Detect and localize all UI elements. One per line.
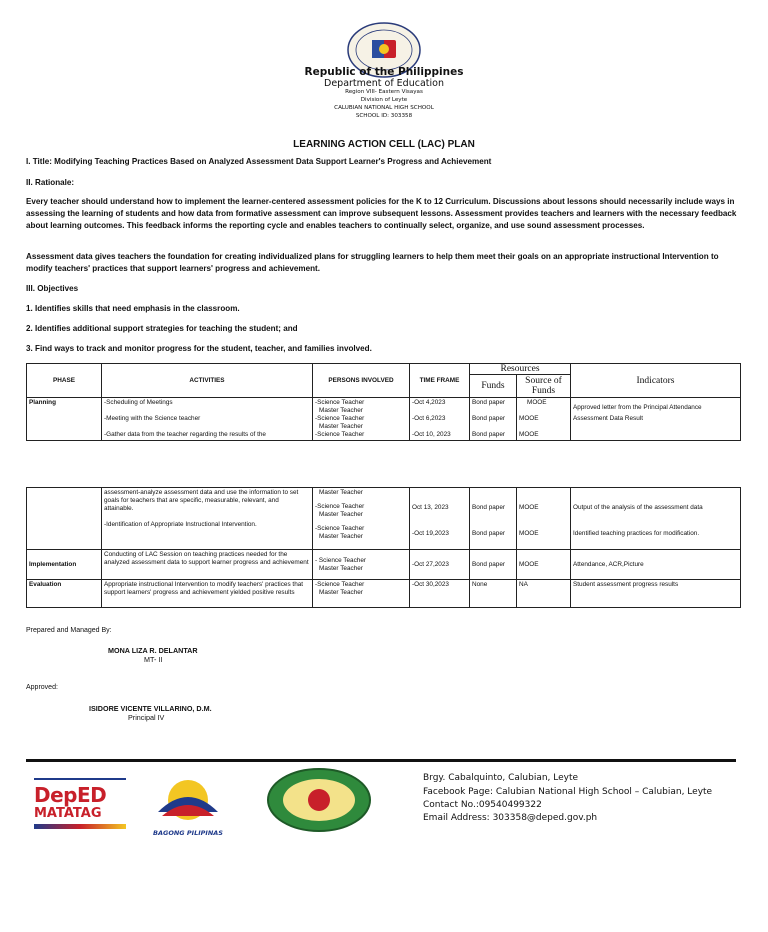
- objective-3: 3. Find ways to track and monitor progress for the student, teacher, and families involved.: [26, 344, 372, 353]
- funds-cell: Bond paper: [470, 550, 517, 580]
- indicator-item: Identified teaching practices for modification.: [573, 530, 700, 537]
- objective-2: 2. Identifies additional support strategies for teaching the student; and: [26, 324, 298, 333]
- school-line: CALUBIAN NATIONAL HIGH SCHOOL: [334, 105, 434, 111]
- source-cell: [517, 398, 571, 441]
- person-item: -Science Teacher: [315, 415, 365, 422]
- person-item: -Science Teacher: [315, 581, 365, 588]
- bagong-pilipinas-emblem: [142, 776, 234, 824]
- objectives-heading: III. Objectives: [26, 284, 79, 293]
- person-item: Master Teacher: [319, 533, 363, 540]
- division-line: Division of Leyte: [360, 97, 408, 103]
- source-cell: MOOE: [517, 550, 571, 580]
- header-funds: Funds: [470, 375, 517, 398]
- document-title: LEARNING ACTION CELL (LAC) PLAN: [293, 139, 475, 150]
- person-item: Master Teacher: [319, 423, 363, 430]
- time-item: -Oct 6,2023: [412, 415, 446, 422]
- time-cell: [410, 398, 470, 441]
- indicators-cell: Student assessment progress results: [571, 580, 741, 608]
- funds-cell: [470, 398, 517, 441]
- source-item: MOOE: [519, 530, 539, 537]
- preparer-title: MT- II: [144, 655, 163, 664]
- source-item: MOOE: [527, 399, 547, 406]
- funds-cell: [470, 488, 517, 550]
- plan-table-page2: [26, 487, 741, 608]
- activity-item: assessment-analyze assessment data and use the information to set goals for teachers that are specific, measurable, relevant, and attainable.: [104, 489, 299, 512]
- source-item: MOOE: [519, 504, 539, 511]
- person-item: Master Teacher: [319, 589, 363, 596]
- person-item: -Science Teacher: [315, 525, 365, 532]
- persons-cell: [313, 398, 410, 441]
- activity-item: -Identification of Appropriate Instructional Intervention.: [104, 521, 257, 528]
- funds-item: Bond paper: [472, 399, 506, 406]
- header-phase: PHASE: [27, 364, 102, 398]
- activity-item: -Meeting with the Science teacher: [104, 415, 201, 422]
- funds-item: Bond paper: [472, 530, 506, 537]
- school-id-line: SCHOOL ID: 303358: [355, 113, 413, 119]
- deped-matatag-logo: [34, 778, 126, 836]
- person-item: -Science Teacher: [315, 399, 365, 406]
- rationale-heading: II. Rationale:: [26, 178, 75, 187]
- header-time-frame: TIME FRAME: [410, 364, 470, 398]
- department-name: Department of Education: [324, 78, 444, 89]
- matatag-wordmark: MATATAG: [34, 806, 102, 821]
- header-source-of-funds: Source of Funds: [517, 375, 571, 398]
- footer-email: Email Address: 303358@deped.gov.ph: [423, 813, 598, 823]
- source-cell: NA: [517, 580, 571, 608]
- indicators-cell: [571, 488, 741, 550]
- phase-cell: [27, 488, 102, 550]
- persons-cell: [313, 488, 410, 550]
- funds-item: Bond paper: [472, 431, 506, 438]
- activities-cell: [102, 398, 313, 441]
- bagong-pilipinas-text: BAGONG PILIPINAS: [153, 829, 223, 837]
- person-item: Master Teacher: [319, 564, 363, 572]
- funds-item: Bond paper: [472, 415, 506, 422]
- source-cell: [517, 488, 571, 550]
- phase-cell: Implementation: [27, 550, 102, 580]
- header-resources: Resources: [470, 364, 571, 375]
- person-item: -Science Teacher: [315, 431, 365, 438]
- footer-divider: [26, 759, 736, 762]
- header-persons: PERSONS INVOLVED: [313, 364, 410, 398]
- activity-item: -Scheduling of Meetings: [104, 399, 173, 406]
- country-name: Republic of the Philippines: [304, 66, 464, 78]
- approved-label: Approved:: [26, 684, 58, 691]
- objective-1: 1. Identifies skills that need emphasis in the classroom.: [26, 304, 240, 313]
- approver-title: Principal IV: [128, 713, 165, 722]
- person-item: Master Teacher: [319, 407, 363, 414]
- person-item: - Science Teacher: [315, 556, 367, 564]
- rationale-paragraph-2: Assessment data gives teachers the foundation for creating individualized plans for struggling learners to help them meet their goals on an appropriate instructional Intervention to modify teachers' practices that support learners' progress and achievement.: [26, 252, 719, 273]
- indicators-cell: [571, 398, 741, 441]
- time-item: -Oct 19,2023: [412, 530, 449, 537]
- approver-name: ISIDORE VICENTE VILLARINO, D.M.: [89, 704, 212, 713]
- time-cell: -Oct 30,2023: [410, 580, 470, 608]
- persons-cell: [313, 580, 410, 608]
- activity-item: -Gather data from the teacher regarding the results of the: [104, 431, 266, 438]
- phase-cell: Evaluation: [27, 580, 102, 608]
- region-line: Region VIII- Eastern Visayas: [345, 89, 423, 95]
- time-cell: [410, 488, 470, 550]
- deped-wordmark: DepED: [34, 783, 107, 807]
- header-activities: ACTIVITIES: [102, 364, 313, 398]
- source-item: MOOE: [519, 415, 539, 422]
- indicator-item: Output of the analysis of the assessment data: [573, 504, 703, 511]
- time-cell: -Oct 27,2023: [410, 550, 470, 580]
- person-item: Master Teacher: [319, 511, 363, 518]
- time-item: Oct 13, 2023: [412, 504, 449, 511]
- funds-cell: None: [470, 580, 517, 608]
- header-indicators: Indicators: [571, 364, 741, 398]
- persons-cell: [313, 550, 410, 580]
- bagong-pilipinas-logo: [142, 776, 234, 836]
- funds-item: Bond paper: [472, 504, 506, 511]
- plan-table-page1: [26, 363, 741, 441]
- prepared-label: Prepared and Managed By:: [26, 627, 112, 634]
- title-line: I. Title: Modifying Teaching Practices Based on Analyzed Assessment Data Support Learner's Progress and Achievement: [26, 157, 492, 166]
- activities-cell: [102, 488, 313, 550]
- phase-cell: Planning: [27, 398, 102, 441]
- time-item: -Oct 4,2023: [412, 399, 446, 406]
- preparer-name: MONA LIZA R. DELANTAR: [108, 646, 198, 655]
- person-item: Master Teacher: [319, 489, 363, 496]
- indicator-item: Approved letter from the Principal Attendance: [573, 404, 702, 411]
- footer-address: Brgy. Cabalquinto, Calubian, Leyte: [423, 773, 579, 783]
- person-item: -Science Teacher: [315, 503, 365, 510]
- rationale-paragraph-1: Every teacher should understand how to implement the learner-centered assessment policies for the K to 12 Curriculum. Discussions about lessons should necessarily include ways in assessing the learning of students and how data from formative assessment can improve subsequent lessons. Assessment provides teachers and learners with the necessary feedback about learning outcomes. This feedback informs the reporting cycle and enables teachers to continually select, organize, and use sound assessment processes.: [26, 197, 737, 230]
- indicators-cell: Attendance, ACR,Picture: [571, 550, 741, 580]
- school-seal-logo: [266, 768, 372, 832]
- activities-cell: Appropriate instructional Intervention to modify teachers' practices that support learners' progress and achievement yielded positive results: [102, 580, 313, 608]
- source-item: MOOE: [519, 431, 539, 438]
- footer-facebook: Facebook Page: Calubian National High School – Calubian, Leyte: [423, 787, 713, 797]
- footer-contact-number: Contact No.:09540499322: [423, 800, 542, 810]
- time-item: -Oct 10, 2023: [412, 431, 451, 438]
- activities-cell: Conducting of LAC Session on teaching practices needed for the analyzed assessment data to support learner progress and achievement: [102, 550, 313, 580]
- indicator-item: Assessment Data Result: [573, 415, 643, 422]
